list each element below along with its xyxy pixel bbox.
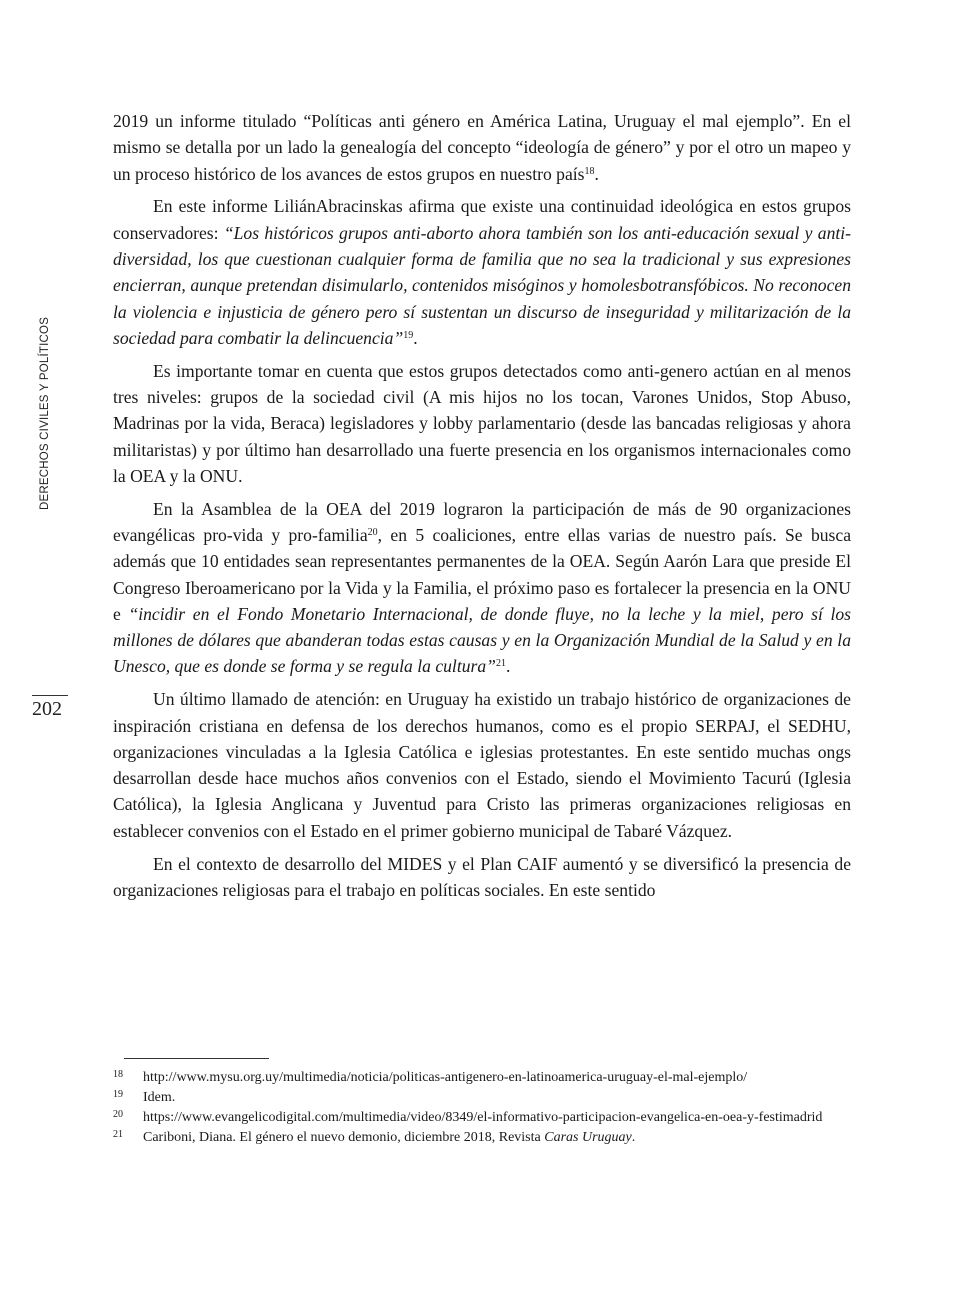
paragraph-5 <box>113 686 851 844</box>
paragraph-3 <box>113 358 851 489</box>
paragraph-2-lead: En este informe LiliánAbracinskas afirma que existe una continuidad ideológica en estos grupos conservadores: <box>113 196 851 243</box>
paragraph-3-text: Es importante tomar en cuenta que estos grupos detectados como anti-genero actúan en al menos tres niveles: grupos de la sociedad civil (A mis hijos no los tocan, Varones Unidos, Stop Abuso, Madrinas por la vida, Beraca) legisladores y lobby parlamentario (desde las bancadas religiosas y ahora militaristas) y por último han desarrollado una fuerte presencia en los organismos internacionales como la OEA y la ONU. <box>113 360 851 486</box>
paragraph-5-text: Un último llamado de atención: en Uruguay ha existido un trabajo histórico de organizaciones de inspiración cristiana en defensa de los derechos humanos, como es el propio SERPAJ, el SEDHU, organizaciones vinculadas a la Iglesia Católica e iglesias protestantes. En este sentido muchas ongs desarrollan desde hace muchos años convenios con el Estado, siendo el Movimiento Tacurú (Iglesia Católica), la Iglesia Anglicana y Juventud para Cristo las primeras organizaciones religiosas en establecer convenios con el Estado en el primer gobierno municipal de Tabaré Vázquez. <box>113 689 851 841</box>
footnote-link[interactable]: http://www.mysu.org.uy/multimedia/noticia/politicas-antigenero-en-latinoamerica-uruguay-el-mal-ejemplo/ <box>143 1070 748 1085</box>
footnote-link[interactable]: https://www.evangelicodigital.com/multimedia/video/8349/el-informativo-participacion-evangelica-en-oea-y-festimadrid <box>143 1110 823 1125</box>
paragraph-6 <box>113 851 851 904</box>
paragraph-4-quote: “incidir en el Fondo Monetario Internacional, de donde fluye, no la leche y la miel, pero sí los millones de dólares que abanderan todas estas causas y en la Organización Mundial de la Salud y en la Unesco, que es donde se forma y se regula la cultura” <box>113 603 851 677</box>
paragraph-6-text: En el contexto de desarrollo del MIDES y el Plan CAIF aumentó y se diversificó la presencia de organizaciones religiosas para el trabajo en políticas sociales. En este sentido <box>113 853 851 900</box>
paragraph-2-end: . <box>413 327 418 348</box>
footnote-separator <box>124 1058 269 1059</box>
page-number: 202 <box>32 698 62 720</box>
footnote-ref-19: 19 <box>403 329 414 341</box>
footnote-20: 20 https://www.evangelicodigital.com/multimedia/video/8349/el-informativo-participacion-evangelica-en-oea-y-festimadrid <box>113 1109 823 1125</box>
paragraph-2 <box>113 193 851 351</box>
footnote-ref-21: 21 <box>495 658 506 670</box>
paragraph-4-lead: En la Asamblea de la OEA del 2019 lograron la participación de más de 90 organizaciones evangélicas pro-vida y pro-familia <box>113 498 851 545</box>
paragraph-4-middle: , en 5 coaliciones, entre ellas varias de nuestro país. Se busca además que 10 entidades sean representantes permanentes de la OEA. Según Aarón Lara que preside El Congreso Iberoamericano por la Vida y la Familia, el próximo paso es fortalecer la presencia en la ONU e <box>113 524 851 624</box>
footnote-21: 21 Cariboni, Diana. El género el nuevo demonio, diciembre 2018, Revista Caras Uruguay. <box>113 1129 636 1145</box>
paragraph-1-text: 2019 un informe titulado “Políticas anti género en América Latina, Uruguay el mal ejemplo”. En el mismo se detalla por un lado la genealogía del concepto “ideología de género” y por el otro un mapeo y un proceso histórico de los avances de estos grupos en nuestro país <box>113 111 851 184</box>
footnotes <box>113 1068 851 1148</box>
footnote-18: 18 http://www.mysu.org.uy/multimedia/noticia/politicas-antigenero-en-latinoamerica-uruguay-el-mal-ejemplo/ <box>113 1069 748 1085</box>
footnote-text: Cariboni, Diana. El género el nuevo demonio, diciembre 2018, Revista <box>143 1130 545 1145</box>
footnote-19: 19 Idem. <box>113 1089 176 1105</box>
paragraph-4 <box>113 496 851 680</box>
body-text <box>113 108 851 910</box>
page-number-rule <box>32 695 68 696</box>
footnote-end: . <box>631 1130 636 1145</box>
footnote-ref-18: 18 <box>584 165 595 177</box>
paragraph-1-end: . <box>594 163 599 184</box>
footnote-source-title: Caras Uruguay <box>544 1130 632 1145</box>
paragraph-1 <box>113 108 851 187</box>
footnote-ref-20: 20 <box>367 526 378 538</box>
paragraph-2-quote: “Los históricos grupos anti-aborto ahora también son los anti-educación sexual y anti-diversidad, los que cuestionan cualquier forma de familia que no sea la tradicional y sus expresiones encierran, aunque pretendan disimularlo, contenidos misóginos y homolesbotransfóbicos. No reconocen la violencia e injusticia de género pero sí sustentan un discurso de inseguridad y militarización de la sociedad para combatir la delincuencia” <box>113 222 852 348</box>
paragraph-4-end: . <box>505 656 511 677</box>
footnote-text: Idem. <box>143 1090 176 1105</box>
running-section-title: DERECHOS CIVILES Y POLÍTICOS <box>39 316 51 510</box>
